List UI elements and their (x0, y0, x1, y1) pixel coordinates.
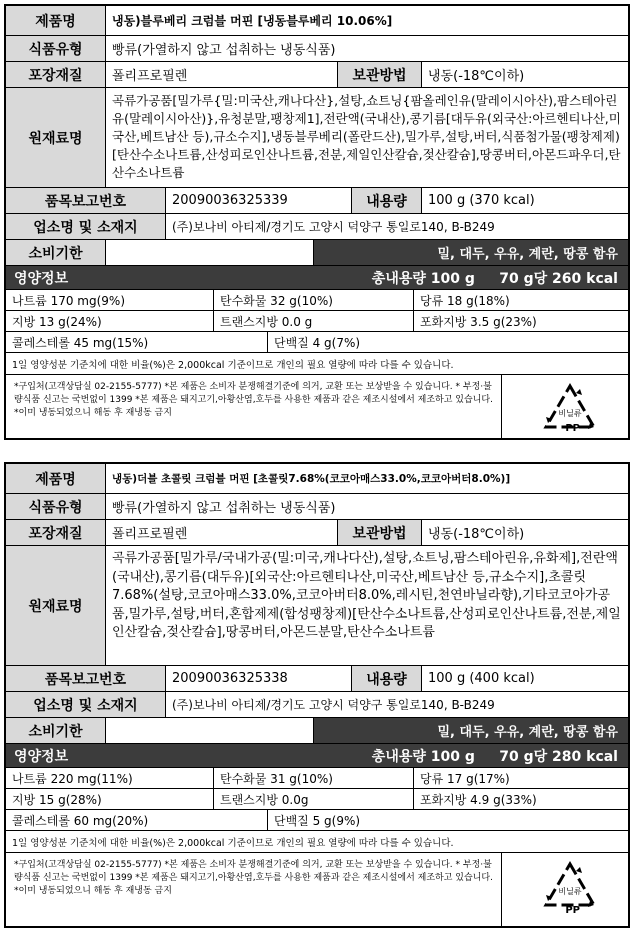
company-row (6, 214, 628, 240)
nutrient-carbs: 탄수화물 31 g(10%) (214, 768, 414, 788)
nutrient-trans-fat: 트랜스지방 0.0 g (214, 311, 414, 331)
recycle-area (502, 375, 628, 438)
daily-note: 1일 영양성분 기준치에 대한 비율(%)은 2,000kcal 기준이므로 개인의 필요 열량에 따라 다를 수 있습니다. (12, 359, 454, 371)
nutrient-fat: 지방 13 g(24%) (6, 311, 214, 331)
recycle-material: PP (565, 423, 580, 434)
nutrition-summary: 총내용량 100 g 70 g당 280 kcal (371, 748, 618, 765)
recycle-label: 비닐류 (558, 409, 582, 418)
food-type-header: 식품유형 (6, 36, 106, 61)
food-type-header: 식품유형 (6, 494, 106, 519)
ingredients: 곡류가공품[밀가루{밀:미국산,캐나다산},설탕,쇼트닝{팜올레인유(말레이시아산),팜스테아린유(말레이시아산)},유청분말,팽창제1],전란액(국내산),콩기름[대두유(외국산:아르헨티나산,미국산,베트남산 등),규소수지],냉동블루베리(폴란드산),밀가루,설탕,버터,식품첨가물(팽창제제)[탄산수소나트륨,산성피로인산나트륨,전분,제일인산칼슘,젖산칼슘],땅콩버터,아몬드파우더,탄산수소나트륨 (112, 93, 621, 180)
recycle-area (502, 853, 628, 926)
nutrition-header-row (6, 266, 628, 290)
footer-note: *구입처(고객상담실 02-2155-5777) *본 제품은 소비자 분쟁해결기준에 의거, 교환 또는 보상받을 수 있습니다. * 부정·불량식품 신고는 국번없이 1399 *본 제품은 돼지고기,아황산염,호두를 사용한 제품과 같은 제조시설에서 제조하고 있습니다. *이미 냉동되었으니 해동 후 재냉동 금지 (6, 375, 502, 438)
nutrient-sugar: 당류 17 g(17%) (420, 771, 510, 786)
storage-header: 보관방법 (338, 62, 422, 87)
nutrient-protein: 단백질 5 g(9%) (274, 813, 361, 828)
packaging-header: 포장재질 (6, 520, 106, 545)
product-label-double-chocolate (4, 462, 630, 928)
expiry-value (106, 240, 314, 265)
nutrient-sodium: 나트륨 170 mg(9%) (6, 290, 214, 310)
ingredients-header: 원재료명 (6, 88, 106, 187)
recycle-material: PP (565, 905, 580, 916)
nutrition-header: 영양정보 (14, 748, 69, 765)
product-name-row (6, 6, 628, 36)
content: 100 g (400 kcal) (428, 671, 535, 686)
ingredients-row (6, 88, 628, 188)
storage: 냉동(-18℃이하) (428, 527, 525, 542)
report-header: 품목보고번호 (6, 188, 166, 213)
nutrient-sodium: 나트륨 220 mg(11%) (6, 768, 214, 788)
nutrient-cholesterol: 콜레스테롤 45 mg(15%) (6, 332, 268, 352)
packaging: 폴리프로필렌 (106, 62, 338, 87)
nutrient-row-3 (6, 810, 628, 831)
expiry-value (106, 718, 314, 743)
nutrition-header: 영양정보 (14, 270, 69, 287)
content: 100 g (370 kcal) (428, 193, 535, 208)
company-header: 업소명 및 소재지 (6, 692, 166, 717)
allergens: 밀, 대두, 우유, 계란, 땅콩 함유 (314, 240, 628, 265)
company-header: 업소명 및 소재지 (6, 214, 166, 239)
storage-header: 보관방법 (338, 520, 422, 545)
nutrient-trans-fat: 트랜스지방 0.0g (214, 789, 414, 809)
report-number: 20090036325338 (166, 666, 352, 691)
recycle-label: 비닐류 (558, 887, 582, 896)
footer-row (6, 853, 628, 926)
product-label-blueberry (4, 4, 630, 440)
expiry-header: 소비기한 (6, 718, 106, 743)
packaging-row (6, 62, 628, 88)
storage: 냉동(-18℃이하) (428, 69, 525, 84)
packaging-row (6, 520, 628, 546)
content-header: 내용량 (352, 666, 422, 691)
expiry-header: 소비기한 (6, 240, 106, 265)
report-number: 20090036325339 (166, 188, 352, 213)
company-row (6, 692, 628, 718)
nutrient-saturated-fat: 포화지방 4.9 g(33%) (420, 792, 537, 807)
allergens: 밀, 대두, 우유, 계란, 땅콩 함유 (314, 718, 628, 743)
nutrient-row-2 (6, 789, 628, 810)
ingredients: 곡류가공품[밀가루/국내가공(밀:미국,캐나다산),설탕,쇼트닝,팜스테아린유,유화제],전란액(국내산),콩기름(대두유)[외국산:아르헨티나산,미국산,베트남산 등,규소수지],초콜릿7.68%(설탕,코코아매스33.0%,코코아버터8.0%,레시틴,천연바닐라향),기타코코아가공품,밀가루,설탕,버터,혼합제제(합성팽창제)[탄산수소나트륨,산성피로인산나트륨,전분,제일인산칼슘,젖산칼슘],땅콩버터,아몬드분말,탄산수소나트륨 (112, 551, 621, 640)
food-type: 빵류(가열하지 않고 섭취하는 냉동식품) (112, 501, 336, 516)
daily-note: 1일 영양성분 기준치에 대한 비율(%)은 2,000kcal 기준이므로 개인의 필요 열량에 따라 다를 수 있습니다. (12, 837, 454, 849)
recycle-icon (542, 861, 598, 911)
product-name: 냉동)더블 초콜릿 크럼블 머핀 [초콜릿7.68%(코코아매스33.0%,코코아버터8.0%)] (112, 473, 511, 485)
company: (주)보나비 아티제/경기도 고양시 덕양구 통일로140, B-B249 (172, 698, 495, 712)
company: (주)보나비 아티제/경기도 고양시 덕양구 통일로140, B-B249 (172, 220, 495, 234)
footer-note: *구입처(고객상담실 02-2155-5777) *본 제품은 소비자 분쟁해결기준에 의거, 교환 또는 보상받을 수 있습니다. * 부정·불량식품 신고는 국번없이 1399 *본 제품은 돼지고기,아황산염,호두를 사용한 제품과 같은 제조시설에서 제조하고 있습니다. *이미 냉동되었으니 해동 후 재냉동 금지 (6, 853, 502, 926)
product-name-header: 제품명 (6, 6, 106, 35)
nutrient-sugar: 당류 18 g(18%) (420, 293, 510, 308)
nutrient-row-1 (6, 768, 628, 789)
food-type-row (6, 494, 628, 520)
ingredients-row (6, 546, 628, 666)
nutrient-row-2 (6, 311, 628, 332)
product-name-row (6, 464, 628, 494)
daily-note-row (6, 353, 628, 375)
nutrition-summary: 총내용량 100 g 70 g당 260 kcal (371, 270, 618, 287)
product-name-header: 제품명 (6, 464, 106, 493)
packaging: 폴리프로필렌 (106, 520, 338, 545)
expiry-row (6, 240, 628, 266)
nutrient-protein: 단백질 4 g(7%) (274, 335, 361, 350)
report-row (6, 188, 628, 214)
nutrient-carbs: 탄수화물 32 g(10%) (214, 290, 414, 310)
nutrient-saturated-fat: 포화지방 3.5 g(23%) (420, 314, 537, 329)
nutrient-fat: 지방 15 g(28%) (6, 789, 214, 809)
food-type: 빵류(가열하지 않고 섭취하는 냉동식품) (112, 43, 336, 58)
packaging-header: 포장재질 (6, 62, 106, 87)
nutrient-row-1 (6, 290, 628, 311)
content-header: 내용량 (352, 188, 422, 213)
nutrition-header-row (6, 744, 628, 768)
report-header: 품목보고번호 (6, 666, 166, 691)
expiry-row (6, 718, 628, 744)
daily-note-row (6, 831, 628, 853)
product-name: 냉동)블루베리 크럼블 머핀 [냉동블루베리 10.06%] (112, 14, 393, 28)
nutrient-row-3 (6, 332, 628, 353)
nutrient-cholesterol: 콜레스테롤 60 mg(20%) (6, 810, 268, 830)
ingredients-header: 원재료명 (6, 546, 106, 665)
footer-row (6, 375, 628, 438)
food-type-row (6, 36, 628, 62)
report-row (6, 666, 628, 692)
